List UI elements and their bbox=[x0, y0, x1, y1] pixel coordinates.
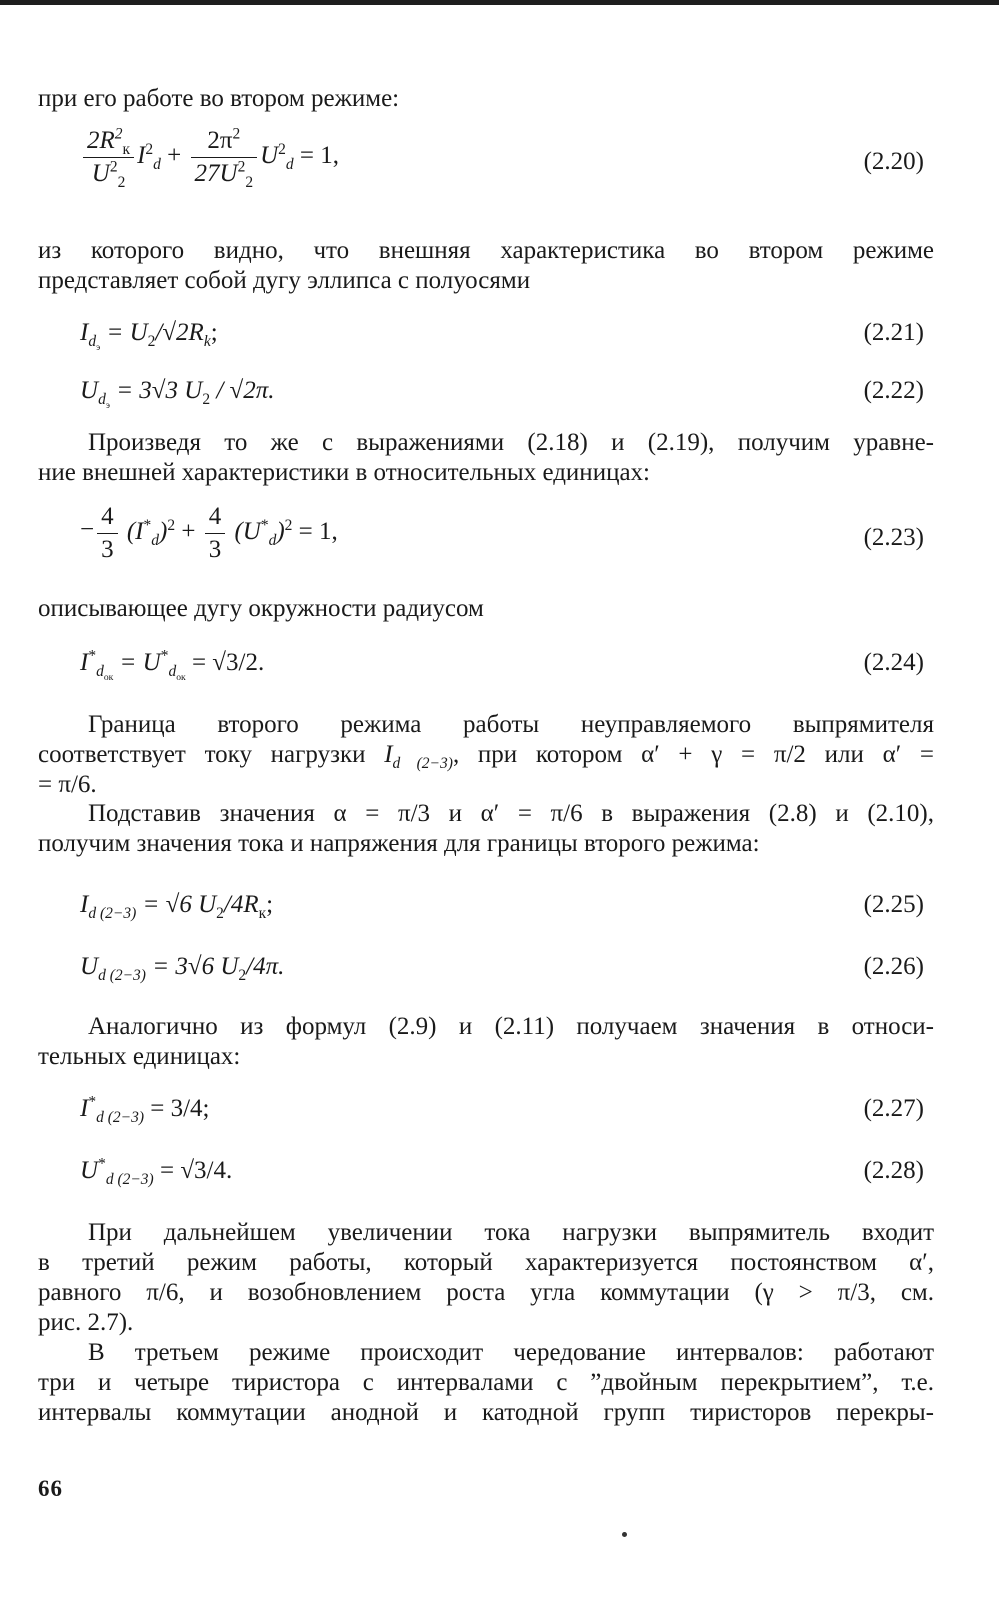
equation-number-2-22: (2.22) bbox=[863, 377, 924, 404]
paragraph-boundary: Граница второго режима работы неуправляемого выпрямителя соответствует току нагрузки $I_{d (2-3)}$, при котором α′ + γ = π/2 или α′ = = π/6. bbox=[38, 711, 934, 798]
paragraph-ellipse: из которого видно, что внешняя характеристика во втором режиме представляет собой дугу эллипса с полуосями bbox=[38, 237, 934, 294]
paragraph-relative-units: Произведя то же с выражениями (2.18) и (2.19), получим уравне- ние внешней характеристики в относительных единицах: bbox=[38, 429, 934, 486]
page-number: 66 bbox=[38, 1476, 63, 1501]
equation-number-2-27: (2.27) bbox=[863, 1095, 924, 1122]
equation-2-28: $U^*_{d (2-3)} = √3/4$. bbox=[80, 1155, 233, 1188]
equation-2-24: $I^*_{d_{ок}} = U^*_{d_{ок}} = √3/2$. bbox=[80, 647, 265, 684]
fraction-2: $\frac{2\pi^2}{27U^2_2}$ bbox=[191, 128, 258, 187]
equation-2-23: − $\frac{4}{3}$ $(I^*_d)^2$ + $\frac{4}{3}$ $(U^*_d)^2 = 1$, bbox=[80, 503, 338, 563]
equation-2-21: $I_{d_э} = U_2/√2R_k$; bbox=[80, 319, 218, 354]
equation-2-26: $U_{d (2-3)} = 3√6$ $U_2/4\pi$. bbox=[80, 953, 285, 984]
equation-2-27: $I^*_{d (2-3)} = 3/4$; bbox=[80, 1093, 210, 1126]
fraction-4-3-a: $\frac{4}{3}$ bbox=[97, 504, 118, 563]
equation-number-2-21: (2.21) bbox=[863, 319, 924, 346]
paragraph-analogous: Аналогично из формул (2.9) и (2.11) получаем значения в относи- тельных единицах: bbox=[38, 1013, 934, 1070]
equation-number-2-28: (2.28) bbox=[863, 1157, 924, 1184]
equation-2-20: $\frac{2R^2_к}{U^2_2}$ $I^2_d$ + $\frac{2\pi^2}{27U^2_2}$ $U^2_d = 1$, bbox=[80, 128, 339, 187]
paragraph-alternation: В третьем режиме происходит чередование интервалов: работают три и четыре тиристора с интервалами с ”двойным перекрытием”, т.е. интервалы коммутации анодной и катодной групп тиристоров перекры- bbox=[38, 1339, 934, 1426]
equation-number-2-24: (2.24) bbox=[863, 649, 924, 676]
top-rule bbox=[0, 0, 999, 5]
equation-2-25: $I_{d (2-3)} = √6$ $U_2/4R_к$; bbox=[80, 891, 274, 922]
scan-speck bbox=[622, 1532, 627, 1537]
fraction-1: $\frac{2R^2_к}{U^2_2}$ bbox=[83, 128, 134, 187]
paragraph-circle: описывающее дугу окружности радиусом bbox=[38, 595, 484, 622]
equation-number-2-26: (2.26) bbox=[863, 953, 924, 980]
equation-2-22: $U_{d_э} = 3√3$ $U_2 / √2\pi$. bbox=[80, 377, 275, 412]
equation-number-2-23: (2.23) bbox=[863, 524, 924, 551]
equation-number-2-20: (2.20) bbox=[863, 148, 924, 175]
fraction-4-3-b: $\frac{4}{3}$ bbox=[205, 504, 226, 563]
intro-text: при его работе во втором режиме: bbox=[38, 85, 400, 112]
paragraph-third-mode: При дальнейшем увеличении тока нагрузки выпрямитель входит в третий режим работы, который характеризуется постоянством α′, равного π/6, и возобновлением роста угла коммутации (γ > π/3, см. рис. 2.7). bbox=[38, 1219, 934, 1336]
equation-number-2-25: (2.25) bbox=[863, 891, 924, 918]
paragraph-substitution: Подставив значения α = π/3 и α′ = π/6 в выражения (2.8) и (2.10), получим значения тока и напряжения для границы второго режима: bbox=[38, 800, 934, 857]
